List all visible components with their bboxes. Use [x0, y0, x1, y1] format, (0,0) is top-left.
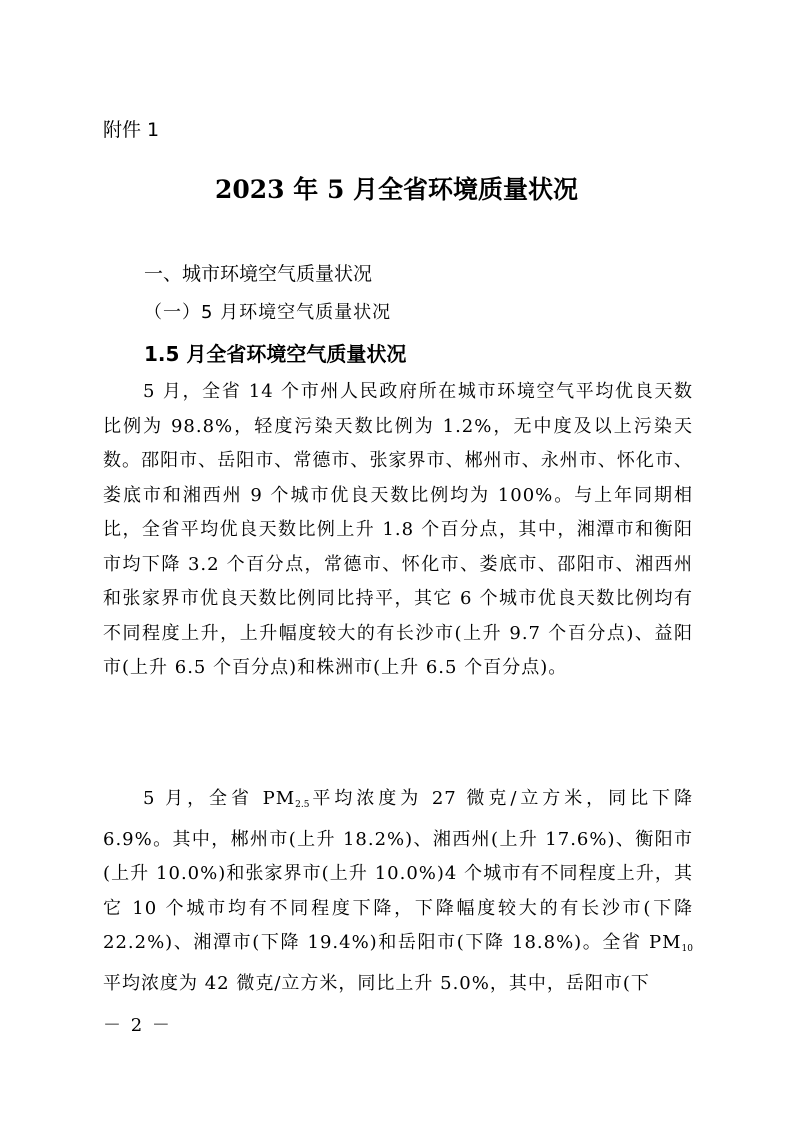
paragraph-text-part: 5 月，全省 PM [143, 788, 296, 809]
paragraph-air-quality-days: 5 月，全省 14 个市州人民政府所在城市环境空气平均优良天数比例为 98.8%，轻度污染天数比例为 1.2%，无中度及以上污染天数。邵阳市、岳阳市、常德市、张家界市、郴州市、永州市、怀化市、娄底市和湘西州 9 个城市优良天数比例均为 100%。与上年同期相比，全省平均优良天数比例上升 1.8 个百分点，其中，湘潭市和衡阳市均下降 3.2 个百分点，常德市、怀化市、娄底市、邵阳市、湘西州和张家界市优良天数比例同比持平，其它 6 个城市优良天数比例均有不同程度上升，上升幅度较大的有长沙市(上升 9.7 个百分点)、益阳市(上升 6.5 个百分点)和株洲市(上升 6.5 个百分点)。 [103, 381, 693, 678]
subsubsection-heading: 1.5 月全省环境空气质量状况 [144, 342, 407, 366]
paragraph-text-part: 平均浓度为 27 微克/立方米，同比下降 6.9%。其中，郴州市(上升 18.2%)、湘西州(上升 17.6%)、衡阳市(上升 10.0%)和张家界市(上升 10.0%)4 个城市有不同程度上升，其它 10 个城市均有不同程度下降，下降幅度较大的有长沙市(下降 22.2%)、湘潭市(下降 19.4%)和岳阳市(下降 18.8%)。全省 PM [103, 788, 693, 953]
pm25-subscript: 2.5 [295, 800, 310, 810]
page-number: － 2 － [103, 1015, 172, 1036]
paragraph-text-part: 平均浓度为 42 微克/立方米，同比上升 5.0%，其中，岳阳市(下 [103, 972, 650, 994]
subsection-heading: （一）5 月环境空气质量状况 [144, 302, 392, 323]
attachment-label: 附件 1 [103, 119, 160, 141]
pm10-subscript: 10 [681, 944, 693, 954]
document-title: 2023 年 5 月全省环境质量状况 [214, 175, 579, 204]
section-heading: 一、城市环境空气质量状况 [144, 263, 373, 285]
paragraph-pm-concentration [103, 782, 693, 1001]
